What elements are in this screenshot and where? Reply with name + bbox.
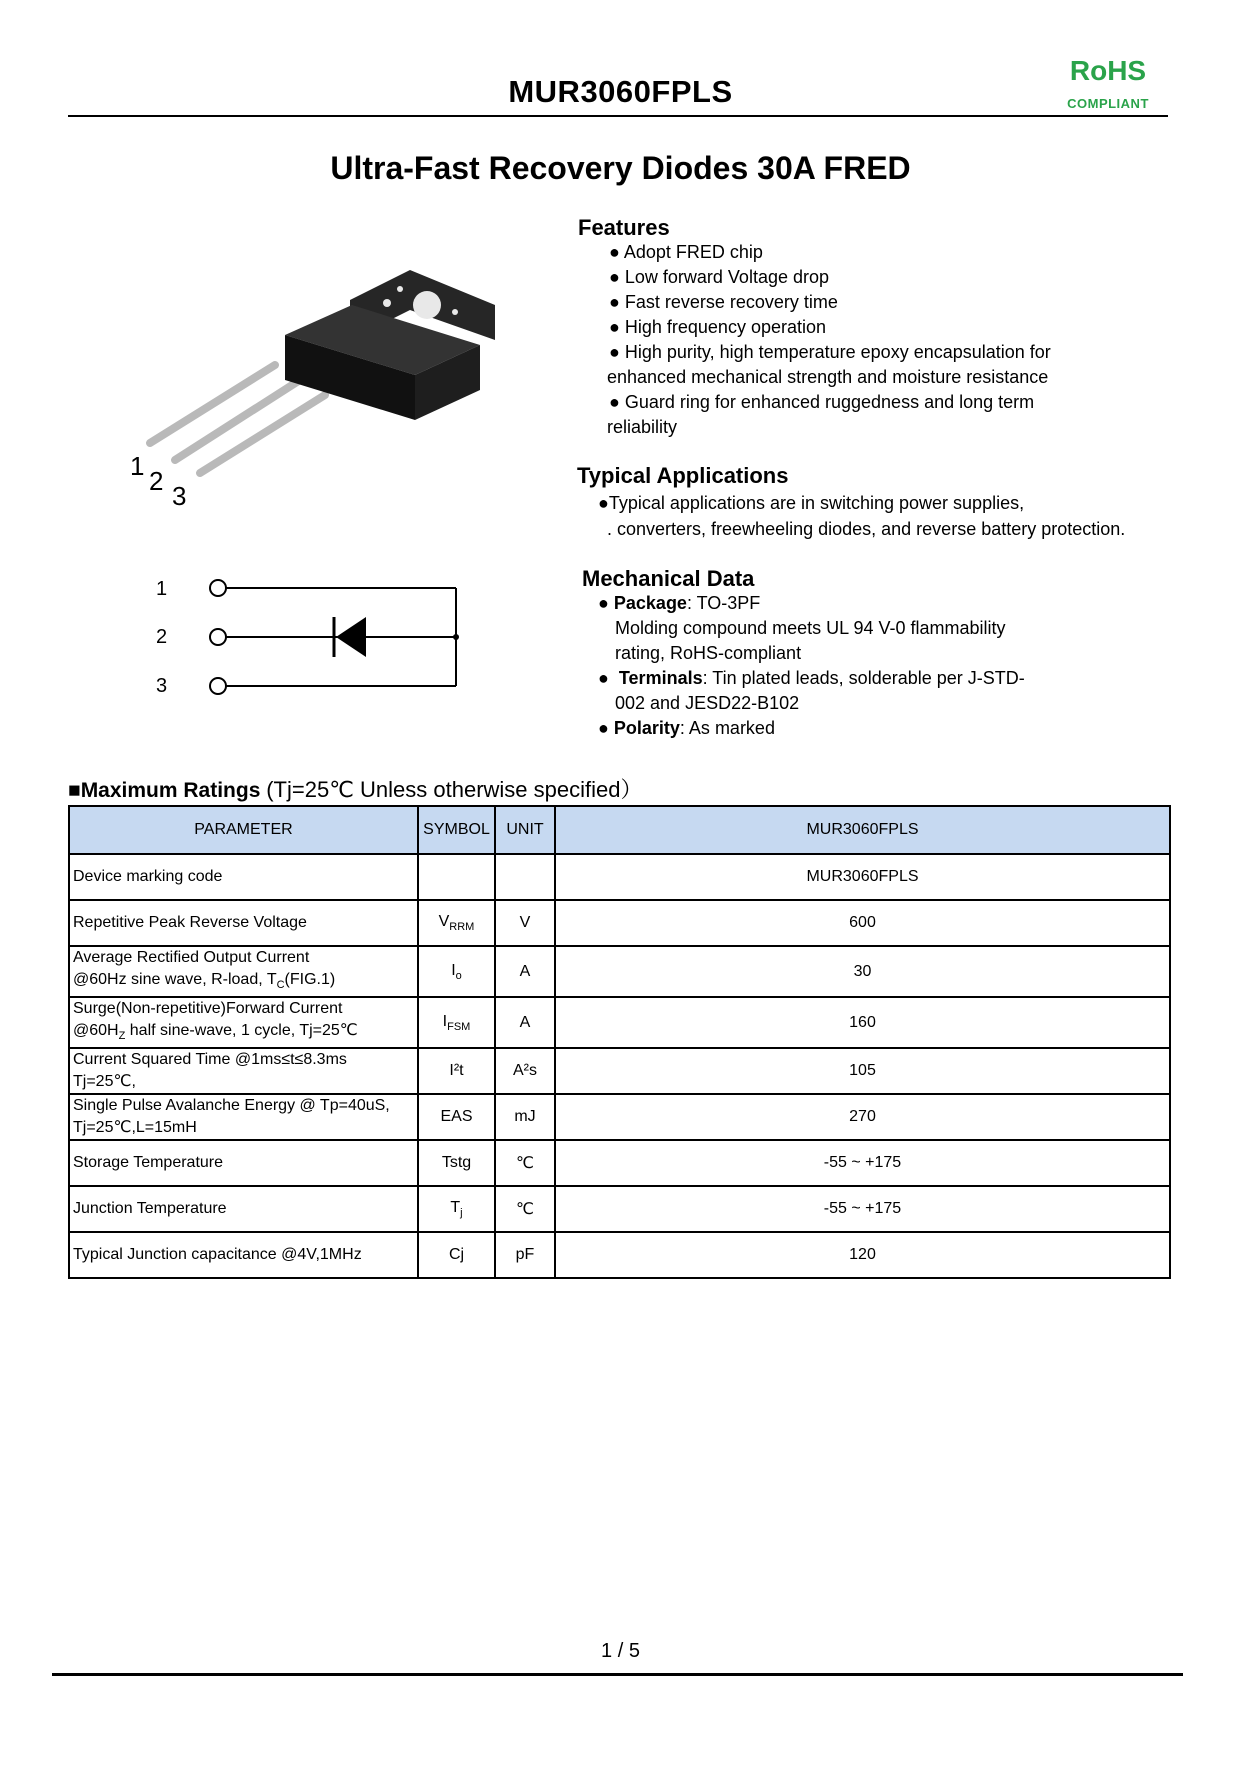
pin-1-terminal: [210, 580, 226, 596]
feature-item: ● Low forward Voltage drop: [609, 267, 829, 287]
feature-item: ● Guard ring for enhanced ruggedness and long term: [609, 392, 1035, 412]
mechanical-heading: Mechanical Data: [582, 566, 755, 591]
feature-item: ● Fast reverse recovery time: [609, 292, 838, 312]
applications-line-1: ●Typical applications are in switching power supplies,: [598, 493, 1025, 513]
package-pin-label-2: 2: [149, 466, 164, 496]
rohs-compliant-label: COMPLIANT: [1067, 96, 1149, 111]
table-row: Current Squared Time @1ms≤t≤8.3ms Tj=25℃, I²t A²s 105: [69, 1048, 1170, 1094]
features-heading: Features: [578, 215, 670, 240]
table-row: Junction Temperature $T_j$ ℃ -55 ~ +175: [69, 1186, 1170, 1232]
footer-divider: [52, 1673, 1183, 1676]
document-title: Ultra-Fast Recovery Diodes 30A FRED: [330, 150, 911, 186]
pin-2-terminal: [210, 629, 226, 645]
header-divider: [68, 115, 1168, 117]
mechanical-list: [598, 591, 1025, 741]
mechanical-polarity: ● Polarity: As marked: [598, 718, 775, 738]
feature-item-continued: enhanced mechanical strength and moisture resistance: [607, 367, 1049, 387]
package-pin-label-3: 3: [172, 481, 187, 511]
page-number: 1 / 5: [601, 1640, 640, 1662]
table-header-row: [69, 806, 1170, 854]
ratings-condition: (Tj=25℃ Unless otherwise specified）: [266, 777, 643, 802]
schematic-pin-label-3: 3: [156, 675, 168, 697]
mechanical-terminals: ● Terminals: Tin plated leads, solderable per J-STD-: [598, 668, 1025, 688]
column-header-part: MUR3060FPLS: [555, 806, 1170, 854]
feature-item: ● High frequency operation: [609, 317, 827, 337]
mechanical-terminals-desc: 002 and JESD22-B102: [615, 693, 800, 713]
table-row: Average Rectified Output Current @60Hz sine wave, R-load, $T_C(FIG.1)$ $I_o$ A 30: [69, 946, 1170, 997]
column-header-symbol: SYMBOL: [418, 806, 495, 854]
diode-symbol: [336, 617, 366, 657]
column-header-unit: UNIT: [495, 806, 555, 854]
mechanical-package-desc-2: rating, RoHS-compliant: [615, 643, 802, 663]
package-figure: [120, 265, 500, 525]
table-row: Storage Temperature Tstg ℃ -55 ~ +175: [69, 1140, 1170, 1186]
applications-heading: Typical Applications: [577, 463, 789, 488]
table-row: Single Pulse Avalanche Energy @ Tp=40uS, Tj=25℃,L=15mH EAS mJ 270: [69, 1094, 1170, 1140]
features-list: [607, 240, 1051, 440]
table-row: Typical Junction capacitance @4V,1MHz Cj pF 120: [69, 1232, 1170, 1278]
rohs-badge: [1055, 56, 1161, 111]
schematic-diagram: [140, 575, 470, 715]
feature-item-continued: reliability: [607, 417, 678, 437]
maximum-ratings-table: [68, 805, 1171, 1279]
column-header-parameter: PARAMETER: [69, 806, 418, 854]
pin-3-terminal: [210, 678, 226, 694]
mechanical-package: ● Package: TO-3PF: [598, 593, 761, 613]
feature-item: ● Adopt FRED chip: [609, 242, 763, 262]
table-row: Surge(Non-repetitive)Forward Current $@60H_Z$ half sine-wave, 1 cycle, Tj=25℃ $I_{FSM}$ A 160: [69, 997, 1170, 1048]
feature-item: ● High purity, high temperature epoxy encapsulation for: [609, 342, 1051, 362]
rohs-label: RoHS: [1069, 55, 1147, 86]
table-row: Device marking code MUR3060FPLS: [69, 854, 1170, 900]
package-pin-label-1: 1: [130, 451, 145, 481]
schematic-pin-label-1: 1: [156, 578, 168, 600]
table-row: Repetitive Peak Reverse Voltage $V_{RRM}$ V 600: [69, 900, 1170, 946]
part-number-title: MUR3060FPLS: [508, 74, 733, 109]
applications-line-2: . converters, freewheeling diodes, and reverse battery protection.: [607, 519, 1126, 539]
schematic-pin-label-2: 2: [156, 626, 168, 648]
ratings-heading: ■Maximum Ratings (Tj=25℃ Unless otherwise specified）: [68, 777, 643, 802]
mechanical-package-desc-1: Molding compound meets UL 94 V-0 flammability: [615, 618, 1006, 638]
mounting-hole: [413, 291, 441, 319]
